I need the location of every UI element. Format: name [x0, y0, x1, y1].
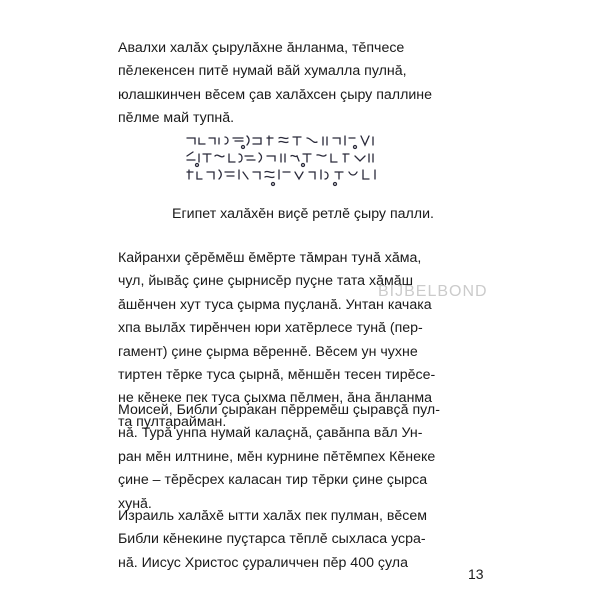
paragraph-israel: Израиль халăхĕ ытти халăх пек пулман, вĕсем Библи кĕнекине пуçтарса тĕплĕ сыхласа усра- нă. Иисус Христос çураличчен пĕр 400 çула	[118, 508, 428, 571]
page-number: 13	[468, 566, 484, 582]
illustration-caption: Египет халăхĕн виçĕ ретлĕ çыру палли.	[172, 206, 434, 222]
watermark: BIJBELBOND	[378, 283, 488, 300]
paragraph-intro: Авалхи халăх çырулăхне ăнланма, тĕпчесе пĕлекенсен питĕ нумай вăй хумалла пулнă, юлашкинчен вĕсем çав халăхсен çыру паллине пĕлме май тупнă.	[118, 40, 433, 127]
paragraph-moses: Моисей, Библи çыракан пĕрремĕш çыравçă пул- нă. Турă унпа нумай калаçнă, çавăнпа вăл Ун- ран мĕн илтнине, мĕн курнине пĕтĕмпех Кĕнеке çине – тĕрĕсрех каласан тир тĕрки çине çырса хунă.	[118, 402, 440, 512]
hieroglyph-illustration	[185, 132, 380, 192]
paragraph-writing-materials: Кайранхи çĕрĕмĕш ĕмĕрте тăмран тунă хăма, чул, йывăç çине çырнисĕр пуçне тата хăмăш ăшĕнчен хут туса çырма пуçланă. Унтан качака хпа вылăх тирĕнчен юри хатĕрлесе тунă (пер- гамент) çине çырма вĕреннĕ. Вĕсем ун чухне тиртен тĕрке туса çырнă, мĕншĕн тесен тирĕсе- не кĕнеке пек туса çыхма пĕлмен, ăна ăнланма та пултарайман.	[118, 250, 436, 430]
